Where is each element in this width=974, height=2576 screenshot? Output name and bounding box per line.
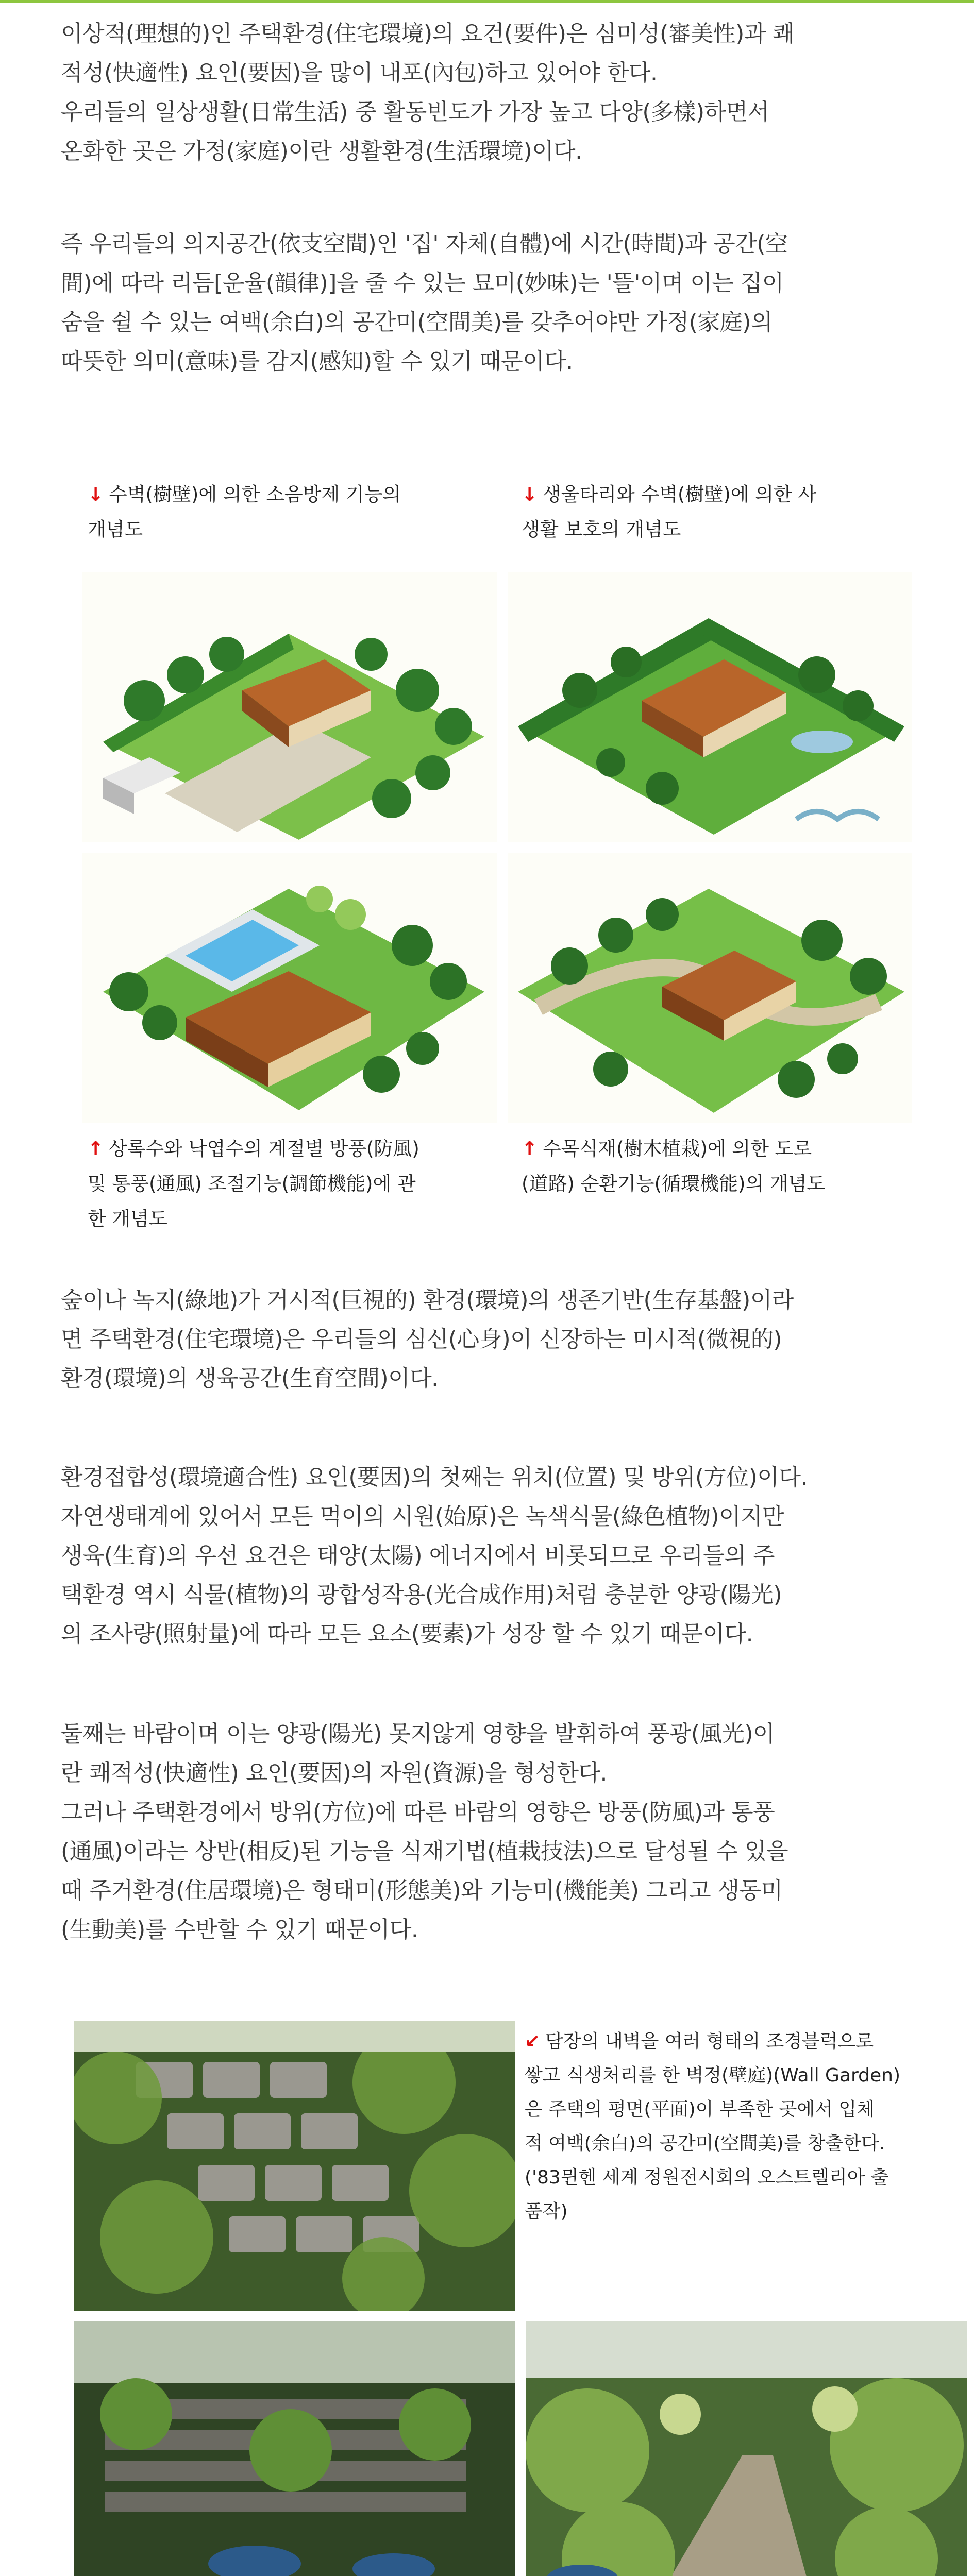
text-line: 환경(環境)의 생육공간(生育空間)이다. xyxy=(61,1365,439,1392)
arrow-up-icon: ↑ xyxy=(522,1138,538,1160)
text-line: 란 쾌적성(快適性) 요인(要因)의 자원(資源)을 형성한다. xyxy=(61,1760,607,1786)
text-line: 우리들의 일상생활(日常生活) 중 활동빈도가 가장 높고 다양(多樣)하면서 xyxy=(61,99,769,125)
caption-wall-garden: ↙ 담장의 내벽을 여러 형태의 조경블럭으로 쌓고 식생처리를 한 벽정(壁庭)(Wall Garden) 은 주택의 평면(平面)이 부족한 곳에서 입체 적 여백(余白)의 공간미(空間美)를 창출한다. ('83뮌헨 세계 정원전시회의 오스트렐리아 출 품작) xyxy=(525,2031,901,2222)
paragraph-1 xyxy=(61,14,943,171)
text-line: 間)에 따라 리듬[운율(韻律)]을 줄 수 있는 묘미(妙味)는 '뜰'이며 이는 집이 xyxy=(61,270,784,296)
text-line: 따뜻한 의미(意味)를 감지(感知)할 수 있기 때문이다. xyxy=(61,348,573,375)
paragraph-4 xyxy=(61,1458,943,1654)
text-line: 때 주거환경(住居環境)은 형태미(形態美)와 기능미(機能美) 그리고 생동미 xyxy=(61,1877,783,1904)
paragraph-3 xyxy=(61,1281,943,1398)
text-line: 그러나 주택환경에서 방위(方位)에 따른 바람의 영향은 방풍(防風)과 통풍 xyxy=(61,1799,775,1825)
windbreak-ventilation-diagram xyxy=(82,853,497,1123)
text-line: (生動美)를 수반할 수 있기 때문이다. xyxy=(61,1917,418,1943)
privacy-hedge-diagram xyxy=(508,572,912,842)
text-line: 면 주택환경(住宅環境)은 우리들의 심신(心身)이 신장하는 미시적(微視的) xyxy=(61,1326,782,1352)
garden-plan-illustration-icon xyxy=(82,853,497,1123)
caption-windbreak: ↑ 상록수와 낙엽수의 계절별 방풍(防風) 및 통풍(通風) 조절기능(調節機能)에 관 한 개념도 xyxy=(88,1138,419,1230)
caption-road-circulation: ↑ 수목식재(樹木植栽)에 의한 도로 (道路) 순환기능(循環機能)의 개념도 xyxy=(522,1138,826,1195)
caption-privacy-hedge: ↓ 생울타리와 수벽(樹壁)에 의한 사 생활 보호의 개념도 xyxy=(522,483,817,540)
text-line: 택환경 역시 식물(植物)의 광합성작용(光合成作用)처럼 충분한 양광(陽光) xyxy=(61,1582,782,1608)
noise-barrier-diagram xyxy=(82,572,497,842)
arrow-up-icon: ↑ xyxy=(88,1138,104,1160)
top-accent-line xyxy=(0,0,974,3)
text-line: 환경접합성(環境適合性) 요인(要因)의 첫째는 위치(位置) 및 방위(方位)이다. xyxy=(61,1464,808,1490)
text-line: 생육(生育)의 우선 요건은 태양(太陽) 에너지에서 비롯되므로 우리들의 주 xyxy=(61,1543,775,1569)
wall-garden-photo-3 xyxy=(526,2321,967,2576)
text-line: 즉 우리들의 의지공간(依支空間)인 '집' 자체(自體)에 시간(時間)과 공간(空 xyxy=(61,231,788,257)
text-line: 의 조사량(照射量)에 따라 모든 요소(要素)가 성장 할 수 있기 때문이다. xyxy=(61,1621,753,1647)
block-wall-photo-icon xyxy=(526,2321,967,2576)
garden-plan-illustration-icon xyxy=(508,572,912,842)
arrow-down-icon: ↓ xyxy=(88,483,104,505)
garden-plan-illustration-icon xyxy=(508,853,912,1123)
wall-garden-photo-2 xyxy=(74,2321,515,2576)
wall-garden-photo-1 xyxy=(74,2021,515,2311)
text-line: 온화한 곳은 가정(家庭)이란 생활환경(生活環境)이다. xyxy=(61,138,582,164)
arrow-down-left-icon: ↙ xyxy=(525,2031,541,2052)
road-circulation-diagram xyxy=(508,853,912,1123)
text-line: 자연생태계에 있어서 모든 먹이의 시원(始原)은 녹색식물(綠色植物)이지만 xyxy=(61,1503,784,1530)
caption-noise-barrier: ↓ 수벽(樹壁)에 의한 소음방제 기능의 개념도 xyxy=(88,483,401,540)
text-line: 숨을 쉴 수 있는 여백(余白)의 공간미(空間美)를 갖추어야만 가정(家庭)의 xyxy=(61,309,773,335)
text-line: 적성(快適性) 요인(要因)을 많이 내포(內包)하고 있어야 한다. xyxy=(61,60,658,86)
text-line: 숲이나 녹지(綠地)가 거시적(巨視的) 환경(環境)의 생존기반(生存基盤)이라 xyxy=(61,1287,794,1313)
text-line: 둘째는 바람이며 이는 양광(陽光) 못지않게 영향을 발휘하여 풍광(風光)이 xyxy=(61,1721,775,1747)
block-wall-photo-icon xyxy=(74,2321,515,2576)
arrow-down-icon: ↓ xyxy=(522,483,538,505)
block-wall-photo-icon xyxy=(74,2021,515,2311)
paragraph-5 xyxy=(61,1715,943,1950)
paragraph-2 xyxy=(61,225,943,381)
garden-plan-illustration-icon xyxy=(82,572,497,842)
text-line: (通風)이라는 상반(相反)된 기능을 식재기법(植栽技法)으로 달성될 수 있을 xyxy=(61,1838,788,1865)
text-line: 이상적(理想的)인 주택환경(住宅環境)의 요건(要件)은 심미성(審美性)과 쾌 xyxy=(61,21,795,47)
